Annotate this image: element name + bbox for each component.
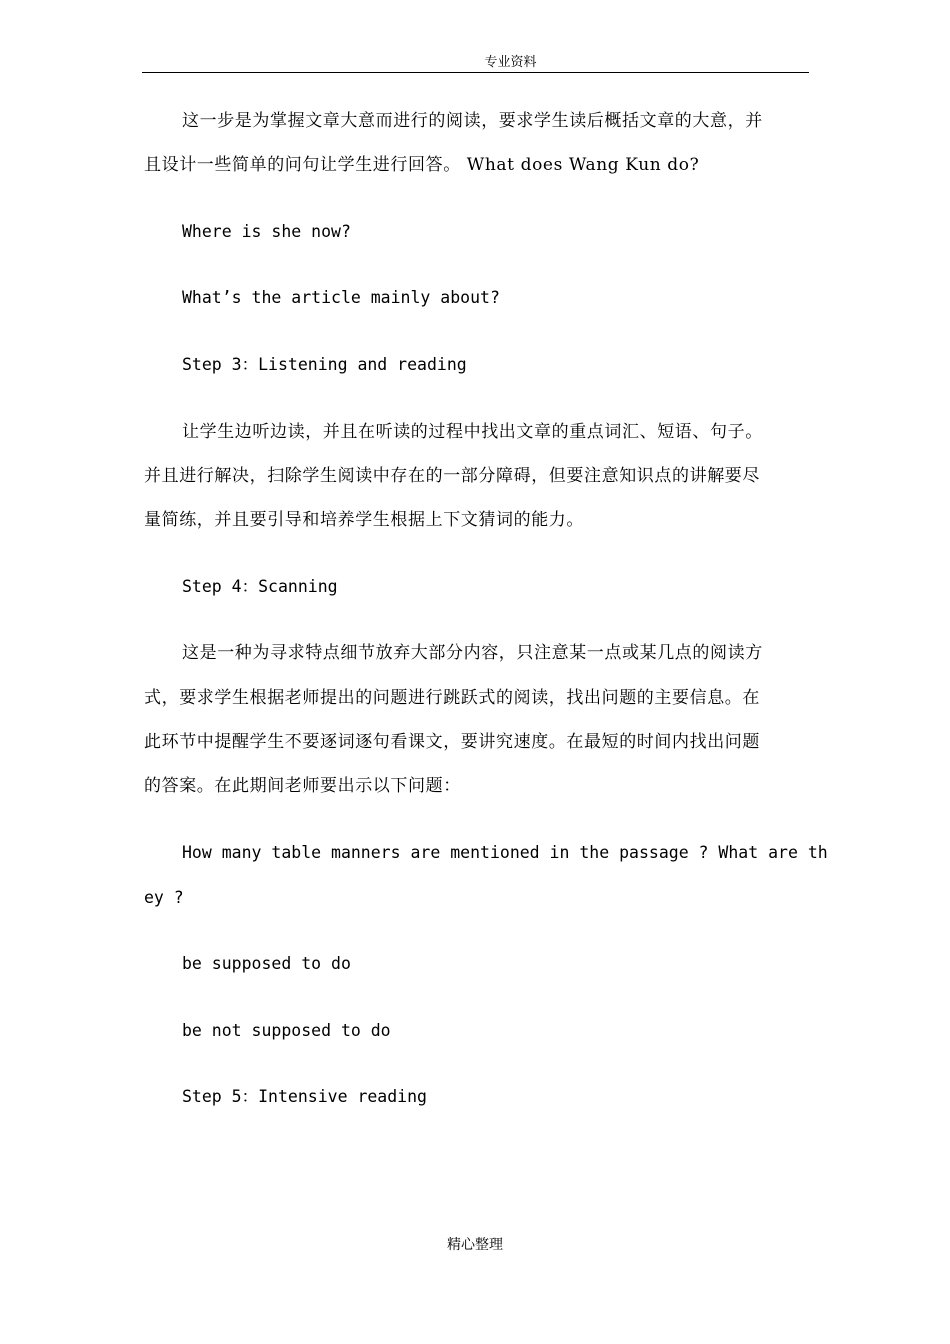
question-line: Where is she now? [182,222,351,241]
page-header [142,54,809,73]
step-heading: Step 3：Listening and reading [182,355,467,374]
paragraph-line: 这一步是为掌握文章大意而进行的阅读，要求学生读后概括文章的大意，并 [182,111,763,131]
paragraph-line: 的答案。在此期间老师要出示以下问题： [144,776,461,796]
question-line: What’s the article mainly about? [182,288,500,307]
paragraph-line: 这是一种为寻求特点细节放弃大部分内容，只注意某一点或某几点的阅读方 [182,643,763,663]
paragraph-line: 让学生边听边读，并且在听读的过程中找出文章的重点词汇、短语、句子。 [182,422,763,442]
header-text: 专业资料 [484,55,537,70]
question-line: How many table manners are mentioned in the passage ? What are th [182,843,828,862]
paragraph-line: 此环节中提醒学生不要逐词逐句看课文，要讲究速度。在最短的时间内找出问题 [144,732,760,752]
paragraph-line: 并且进行解决，扫除学生阅读中存在的一部分障碍，但要注意知识点的讲解要尽 [144,466,760,486]
list-item: be supposed to do [182,954,351,973]
step-heading: Step 4：Scanning [182,577,338,596]
page-footer: 精心整理 [447,1237,503,1253]
paragraph-line: 且设计一些简单的问句让学生进行回答。 What does Wang Kun do? [144,155,700,175]
question-line: ey ? [144,888,184,907]
paragraph-line: 式，要求学生根据老师提出的问题进行跳跃式的阅读，找出问题的主要信息。在 [144,688,760,708]
step-heading: Step 5：Intensive reading [182,1087,427,1106]
paragraph-line: 量简练，并且要引导和培养学生根据上下文猜词的能力。 [144,510,584,530]
list-item: be not supposed to do [182,1021,391,1040]
